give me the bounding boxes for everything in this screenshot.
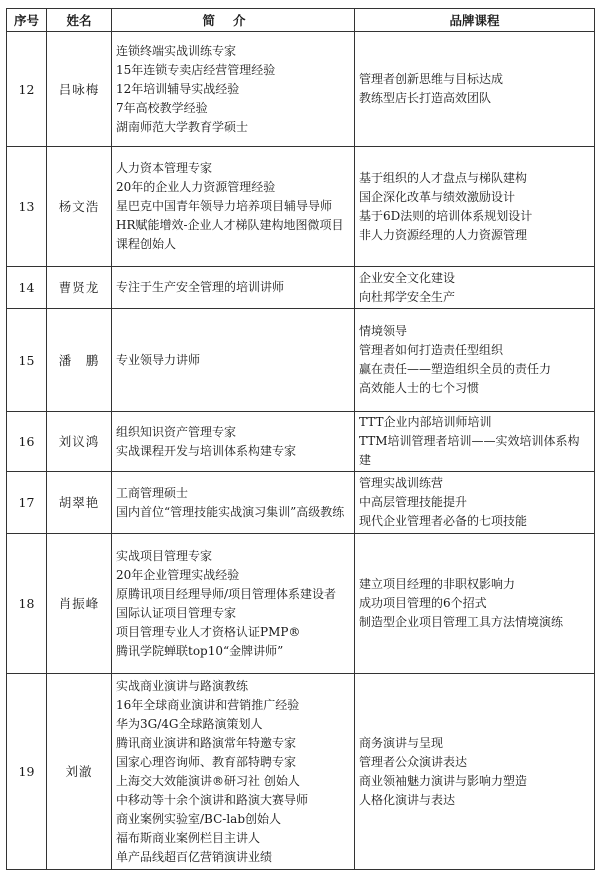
row-num: 12	[7, 32, 47, 147]
row-name: 胡翠艳	[47, 472, 112, 534]
table-row	[7, 674, 595, 870]
row-intro	[112, 674, 355, 870]
course-line: 商务演讲与呈现	[359, 735, 444, 750]
row-intro	[112, 472, 355, 534]
intro-line: 组织知识资产管理专家	[116, 424, 237, 439]
intro-line: 专注于生产安全管理的培训讲师	[116, 280, 285, 294]
row-courses	[355, 32, 595, 147]
header-num: 序号	[7, 9, 47, 32]
intro-line: 专业领导力讲师	[116, 352, 201, 367]
table-row	[7, 267, 595, 309]
row-name: 肖振峰	[47, 534, 112, 674]
intro-line: 单产品线超百亿营销演讲业绩	[116, 849, 273, 864]
course-line: 管理实战训练营	[359, 476, 444, 490]
intro-line: HR赋能增效-企业人才梯队建构地图微项目课程创始人	[116, 218, 344, 251]
row-name: 刘澈	[47, 674, 112, 870]
intro-line: 原腾讯项目经理导师/项目管理体系建设者	[116, 586, 337, 601]
row-num: 15	[7, 309, 47, 412]
course-line: 向杜邦学安全生产	[359, 289, 456, 304]
intro-line: 实战课程开发与培训体系构建专家	[116, 443, 297, 458]
row-courses	[355, 147, 595, 267]
intro-line: 20年企业管理实战经验	[116, 567, 240, 582]
course-line: 商业领袖魅力演讲与影响力塑造	[359, 773, 528, 788]
intro-line: 国际认证项目管理专家	[116, 605, 237, 620]
course-line: 企业安全文化建设	[359, 270, 456, 285]
course-line: TTM培训管理者培训——实效培训体系构建	[359, 434, 580, 467]
intro-line: 人力资本管理专家	[116, 161, 213, 175]
table-row	[7, 147, 595, 267]
intro-line: 上海交大效能演讲®研习社 创始人	[116, 773, 300, 788]
intro-line: 华为3G/4G全球路演策划人	[116, 716, 263, 731]
row-num: 19	[7, 674, 47, 870]
row-name: 杨文浩	[47, 147, 112, 267]
course-line: 高效能人士的七个习惯	[359, 381, 480, 395]
trainer-table	[6, 8, 595, 870]
row-intro	[112, 147, 355, 267]
row-intro	[112, 534, 355, 674]
header-name: 姓名	[47, 9, 112, 32]
row-name: 刘议鸿	[47, 412, 112, 472]
intro-line: 商业案例实验室/BC-lab创始人	[116, 811, 281, 826]
table-row	[7, 472, 595, 534]
course-line: 成功项目管理的6个招式	[359, 596, 487, 610]
header-intro: 简介	[112, 9, 355, 32]
row-num: 14	[7, 267, 47, 309]
intro-line: 国内首位“管理技能实战演习集训”高级教练	[116, 504, 345, 519]
table-row	[7, 534, 595, 674]
table-row	[7, 32, 595, 147]
row-name: 吕咏梅	[47, 32, 112, 147]
course-line: 赢在责任——塑造组织全员的责任力	[359, 362, 552, 376]
course-line: 情境领导	[359, 324, 408, 338]
row-num: 13	[7, 147, 47, 267]
row-intro	[112, 267, 355, 309]
table-row	[7, 412, 595, 472]
row-courses	[355, 534, 595, 674]
row-courses	[355, 472, 595, 534]
course-line: 中高层管理技能提升	[359, 495, 468, 509]
course-line: 管理者创新思维与目标达成	[359, 72, 504, 86]
course-line: 管理者如何打造责任型组织	[359, 343, 504, 357]
course-line: 基于组织的人才盘点与梯队建构	[359, 170, 528, 185]
row-intro	[112, 309, 355, 412]
course-line: 建立项目经理的非职权影响力	[359, 577, 516, 591]
row-courses	[355, 412, 595, 472]
intro-line: 实战商业演讲与路演教练	[116, 678, 249, 693]
course-line: 现代企业管理者必备的七项技能	[359, 514, 528, 528]
row-name: 潘 鹏	[47, 309, 112, 412]
row-num: 18	[7, 534, 47, 674]
intro-line: 腾讯商业演讲和路演常年特邀专家	[116, 735, 297, 750]
course-line: 制造型企业项目管理工具方法情境演练	[359, 615, 564, 629]
row-courses	[355, 267, 595, 309]
intro-line: 腾讯学院蝉联top10“金牌讲师”	[116, 643, 284, 658]
row-num: 17	[7, 472, 47, 534]
course-line: 人格化演讲与表达	[359, 792, 456, 807]
row-num: 16	[7, 412, 47, 472]
intro-line: 中移动等十余个演讲和路演大赛导师	[116, 792, 309, 807]
course-line: 基于6D法则的培训体系规划设计	[359, 208, 533, 223]
intro-line: 星巴克中国青年领导力培养项目辅导导师	[116, 199, 333, 213]
intro-line: 20年的企业人力资源管理经验	[116, 180, 276, 194]
intro-line: 福布斯商业案例栏目主讲人	[116, 830, 261, 845]
course-line: 管理者公众演讲表达	[359, 754, 468, 769]
intro-line: 15年连锁专卖店经营管理经验	[116, 62, 276, 77]
row-name: 曹贤龙	[47, 267, 112, 309]
header-courses: 品牌课程	[355, 9, 595, 32]
intro-line: 7年高校教学经验	[116, 100, 208, 115]
intro-line: 连锁终端实战训练专家	[116, 43, 237, 58]
intro-line: 湖南师范大学教育学硕士	[116, 119, 249, 134]
course-line: 国企深化改革与绩效激励设计	[359, 189, 516, 204]
table-header-row	[7, 9, 595, 32]
course-line: 非人力资源经理的人力资源管理	[359, 227, 528, 242]
course-line: 教练型店长打造高效团队	[359, 91, 492, 105]
row-intro	[112, 412, 355, 472]
intro-line: 项目管理专业人才资格认证PMP®	[116, 624, 301, 639]
row-intro	[112, 32, 355, 147]
row-courses	[355, 309, 595, 412]
intro-line: 国家心理咨询师、教育部特聘专家	[116, 754, 297, 769]
intro-line: 16年全球商业演讲和营销推广经验	[116, 697, 300, 712]
row-courses	[355, 674, 595, 870]
intro-line: 12年培训辅导实战经验	[116, 81, 240, 96]
intro-line: 实战项目管理专家	[116, 548, 213, 563]
intro-line: 工商管理硕士	[116, 485, 189, 500]
table-row	[7, 309, 595, 412]
table-body	[7, 32, 595, 870]
course-line: TTT企业内部培训师培训	[359, 415, 492, 429]
